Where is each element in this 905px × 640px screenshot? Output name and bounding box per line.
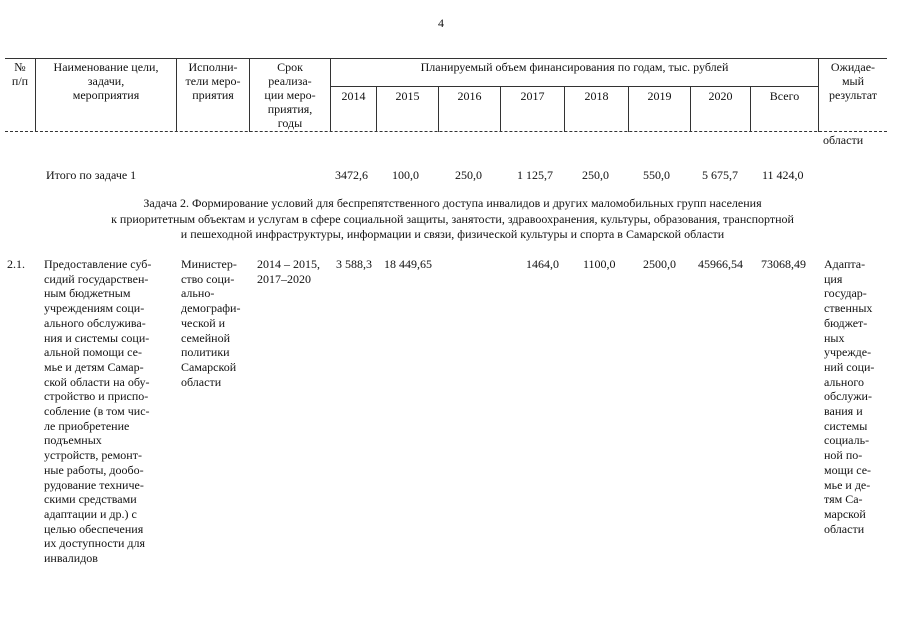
year-2014: 2014: [341, 89, 366, 103]
text-line: Министер-: [181, 257, 237, 271]
year-2017: 2017: [520, 89, 545, 103]
header-col-exec: [177, 60, 249, 102]
task2-heading-line: к приоритетным объектам и услугам в сфере социальной защиты, занятости, здравоохранения, культуры, образования, транспортной: [111, 211, 794, 226]
header-text: мый: [841, 74, 865, 88]
year-2015: 2015: [395, 89, 420, 103]
header-text: приятия: [192, 88, 234, 102]
total-value-2017: 1 125,7: [517, 168, 553, 182]
text-line: ле приобретение: [44, 418, 130, 433]
text-line: ния и системы соци-: [44, 330, 150, 345]
text-line: ные работы, дообо-: [44, 462, 144, 477]
total-value-2020: 5 675,7: [702, 168, 738, 182]
header-col-num: [5, 60, 35, 88]
row-value-2020: 45966,54: [698, 257, 743, 271]
total-value-2015: 100,0: [392, 168, 419, 182]
total-task1-label: Итого по задаче 1: [46, 168, 137, 182]
text-line: ство соци-: [181, 271, 235, 286]
text-line: мощи се-: [824, 462, 872, 477]
header-col-name: [36, 60, 176, 102]
header-text: результат: [828, 88, 878, 102]
text-line: учрежде-: [824, 345, 872, 360]
header-text: Ожидае-: [830, 60, 876, 74]
text-line: 2014 – 2015,: [257, 257, 320, 271]
header-text: задачи,: [87, 74, 125, 88]
row-value-2019: 2500,0: [643, 257, 676, 271]
year-row-border: [330, 86, 818, 87]
text-line: вания и: [824, 404, 863, 419]
total-value-all: 11 424,0: [762, 168, 804, 182]
text-line: адаптации и др.) с: [44, 506, 137, 521]
header-text: мероприятия: [72, 88, 140, 102]
header-text: №: [14, 60, 26, 74]
text-line: их доступности для: [44, 536, 145, 551]
text-line: рудование техниче-: [44, 477, 144, 492]
header-text: приятия,: [267, 102, 313, 116]
text-line: области: [824, 521, 865, 536]
header-text: реализа-: [268, 74, 312, 88]
task2-heading-line: Задача 2. Формирование условий для беспрепятственного доступа инвалидов и других маломобильных групп населения: [143, 196, 762, 210]
text-line: ального обслужива-: [44, 315, 146, 330]
header-text: годы: [277, 116, 303, 130]
task2-heading-line: и пешеходной инфраструктуры, информации и связи, физической культуры и спорта в Самарской области: [180, 227, 725, 241]
text-line: ных: [824, 330, 845, 345]
text-line: инвалидов: [44, 551, 98, 566]
row-value-2017: 1464,0: [526, 257, 559, 271]
header-col-result: [819, 60, 887, 102]
row-value-total: 73068,49: [761, 257, 806, 271]
text-line: марской: [824, 506, 866, 521]
header-text: Срок: [277, 60, 303, 74]
year-2018: 2018: [584, 89, 609, 103]
text-line: мье и детям Самар-: [44, 359, 144, 374]
text-line: подъемных: [44, 433, 102, 448]
text-line: собление (в том чис-: [44, 404, 150, 419]
header-text: Наименование цели,: [53, 60, 159, 74]
text-line: государ-: [824, 286, 867, 301]
text-line: ний соци-: [824, 359, 875, 374]
header-text: тели меро-: [185, 74, 241, 88]
text-line: ально-: [181, 286, 215, 301]
header-text: Исполни-: [188, 60, 238, 74]
row-result: [824, 257, 886, 536]
text-line: ального: [824, 374, 864, 389]
text-line: области: [181, 374, 222, 389]
year-total: Всего: [769, 89, 800, 103]
text-line: Самарской: [181, 359, 237, 374]
text-line: скими средствами: [44, 492, 137, 507]
text-line: бюджет-: [824, 315, 868, 330]
text-line: системы: [824, 418, 868, 433]
text-line: Предоставление суб-: [44, 257, 152, 271]
total-value-2014: 3472,6: [335, 168, 368, 182]
table-top-border: [5, 58, 887, 59]
header-col-funding: Планируемый объем финансирования по годам, тыс. рублей: [420, 60, 729, 74]
text-line: учреждениям соци-: [44, 301, 145, 316]
row-value-2014: 3 588,3: [336, 257, 372, 271]
text-line: обслужи-: [824, 389, 872, 404]
text-line: демографи-: [181, 301, 241, 316]
row-number: 2.1.: [7, 257, 25, 271]
total-value-2016: 250,0: [455, 168, 482, 182]
year-2019: 2019: [647, 89, 672, 103]
text-line: социаль-: [824, 433, 870, 448]
year-2016: 2016: [457, 89, 482, 103]
text-line: устройств, ремонт-: [44, 448, 142, 463]
header-col-term: [250, 60, 330, 130]
text-line: 2017–2020: [257, 271, 311, 286]
year-2020: 2020: [708, 89, 733, 103]
text-line: стройство и приспо-: [44, 389, 149, 404]
text-line: ной по-: [824, 448, 863, 463]
row-value-2015: 18 449,65: [384, 257, 432, 271]
header-text: ции меро-: [264, 88, 316, 102]
text-line: тям Са-: [824, 492, 863, 507]
text-line: ской области на обу-: [44, 374, 150, 389]
text-line: ственных: [824, 301, 873, 316]
text-line: ным бюджетным: [44, 286, 131, 301]
total-value-2019: 550,0: [643, 168, 670, 182]
text-line: семейной: [181, 330, 230, 345]
text-line: Адапта-: [824, 257, 866, 271]
text-line: сидий государствен-: [44, 271, 149, 286]
text-line: мье и де-: [824, 477, 871, 492]
task2-heading: [0, 196, 905, 243]
text-line: целью обеспечения: [44, 521, 144, 536]
text-line: ческой и: [181, 315, 226, 330]
text-line: политики: [181, 345, 230, 360]
row-value-2018: 1100,0: [583, 257, 616, 271]
header-bottom-border: [5, 131, 887, 132]
row-term: [257, 257, 332, 286]
text-line: ция: [824, 271, 843, 286]
total-value-2018: 250,0: [582, 168, 609, 182]
text-line: альной помощи се-: [44, 345, 142, 360]
header-text: п/п: [11, 74, 29, 88]
page-number: 4: [438, 16, 444, 30]
carry-over-text: области: [823, 133, 864, 147]
row-name: [44, 257, 168, 566]
row-executor: [181, 257, 249, 389]
